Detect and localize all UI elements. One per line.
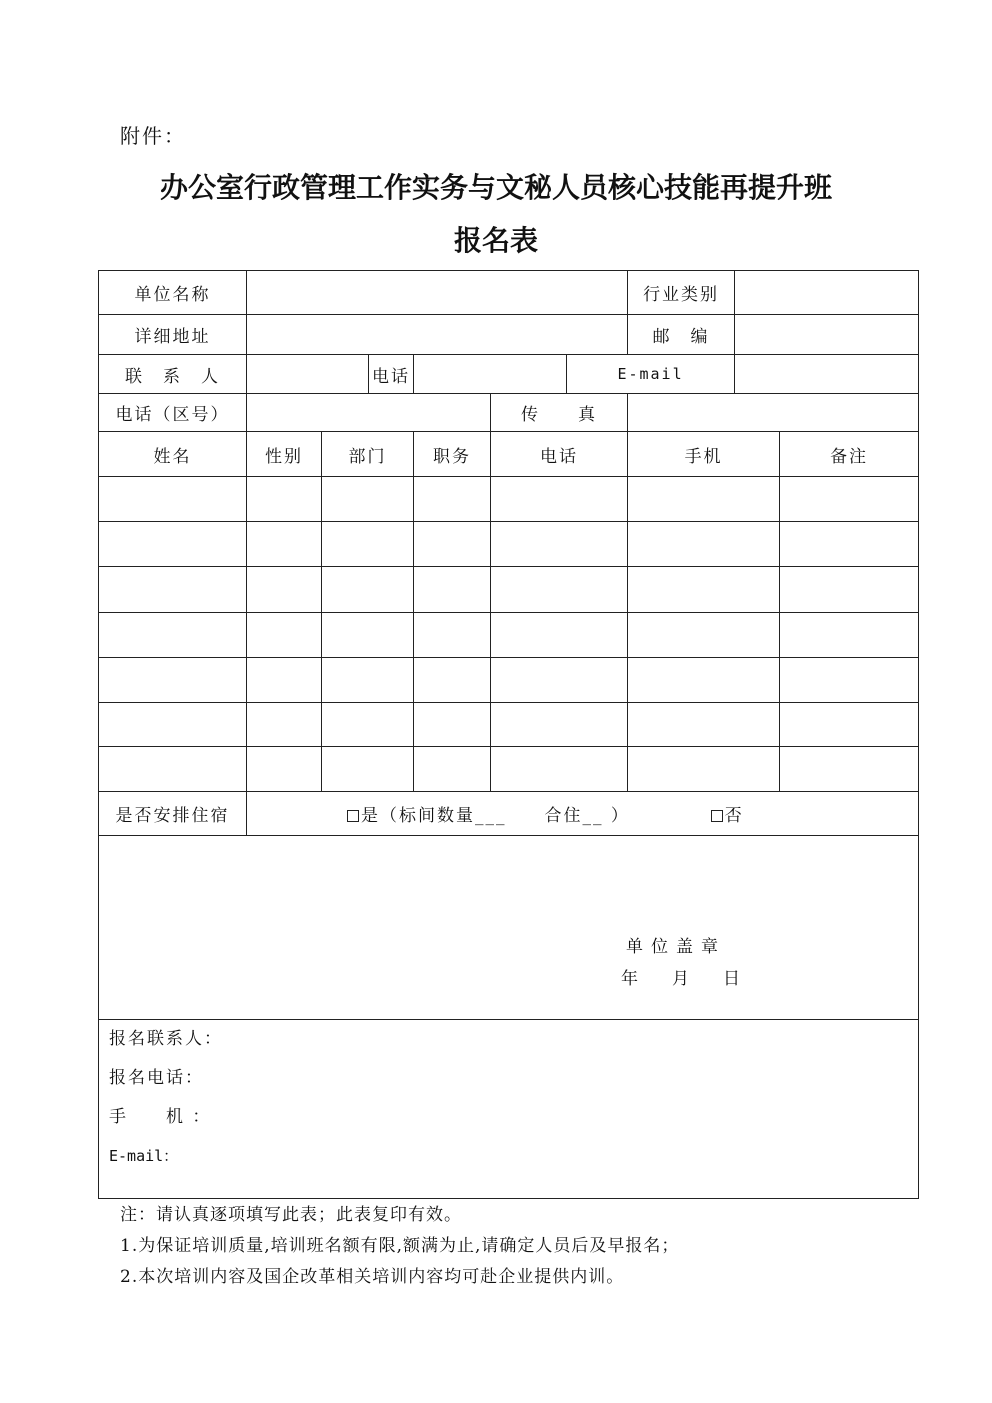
- participant-cell[interactable]: [99, 522, 247, 567]
- unit-stamp-label: 单位盖章: [626, 937, 726, 957]
- participant-cell[interactable]: [322, 522, 414, 567]
- participant-cell[interactable]: [247, 703, 322, 747]
- col-name: 姓名: [99, 432, 247, 477]
- fax-field[interactable]: [628, 394, 919, 432]
- stamp-row: [99, 836, 919, 1020]
- area-phone-field[interactable]: [247, 394, 491, 432]
- lodging-label: 是否安排住宿: [99, 792, 247, 836]
- participant-row: [99, 747, 919, 792]
- form-title: 办公室行政管理工作实务与文秘人员核心技能再提升班: [159, 171, 832, 204]
- participant-row: [99, 703, 919, 747]
- participant-cell[interactable]: [628, 477, 780, 522]
- note-2: 2.本次培训内容及国企改革相关培训内容均可赴企业提供内训。: [120, 1267, 625, 1287]
- email-field[interactable]: [735, 355, 919, 394]
- participant-cell[interactable]: [491, 477, 628, 522]
- reg-email-label: E-mail：: [109, 1147, 179, 1165]
- col-position: 职务: [414, 432, 491, 477]
- industry-label: 行业类别: [628, 271, 735, 315]
- participant-cell[interactable]: [99, 703, 247, 747]
- address-field[interactable]: [247, 315, 628, 355]
- lodging-no-checkbox[interactable]: [711, 810, 723, 822]
- reg-contact-label: 报名联系人：: [109, 1029, 223, 1049]
- registration-form-table: [98, 270, 919, 1199]
- area-phone-label: 电话（区号）: [99, 394, 247, 432]
- col-gender: 性别: [247, 432, 322, 477]
- participant-cell[interactable]: [414, 703, 491, 747]
- col-phone: 电话: [491, 432, 628, 477]
- participant-cell[interactable]: [99, 477, 247, 522]
- lodging-yes-checkbox[interactable]: [347, 810, 359, 822]
- contact-row: [99, 355, 919, 394]
- participant-cell[interactable]: [414, 567, 491, 613]
- date-day: 日: [723, 969, 740, 989]
- notes: [120, 1200, 679, 1293]
- contact-field[interactable]: [247, 355, 369, 394]
- participant-cell[interactable]: [628, 613, 780, 658]
- participant-cell[interactable]: [322, 477, 414, 522]
- participant-cell[interactable]: [247, 658, 322, 703]
- participant-cell[interactable]: [247, 567, 322, 613]
- form-subtitle: 报名表: [453, 224, 538, 257]
- participant-cell[interactable]: [322, 658, 414, 703]
- participant-cell[interactable]: [780, 522, 919, 567]
- date-year: 年: [621, 969, 638, 989]
- participant-cell[interactable]: [628, 747, 780, 792]
- participant-cell[interactable]: [628, 567, 780, 613]
- participant-cell[interactable]: [322, 613, 414, 658]
- participant-cell[interactable]: [99, 567, 247, 613]
- participant-cell[interactable]: [322, 747, 414, 792]
- registration-contact-row: [99, 1020, 919, 1199]
- participant-cell[interactable]: [414, 613, 491, 658]
- email-label: E-mail: [567, 355, 735, 394]
- postcode-label: 邮 编: [628, 315, 735, 355]
- participant-cell[interactable]: [780, 747, 919, 792]
- reg-mobile-label: 手 机 ：: [109, 1107, 212, 1127]
- participant-cell[interactable]: [414, 522, 491, 567]
- participant-cell[interactable]: [780, 613, 919, 658]
- participant-cell[interactable]: [780, 477, 919, 522]
- participant-cell[interactable]: [99, 613, 247, 658]
- participant-cell[interactable]: [322, 703, 414, 747]
- address-label: 详细地址: [99, 315, 247, 355]
- note-1: 1.为保证培训质量,培训班名额有限,额满为止,请确定人员后及早报名；: [120, 1236, 680, 1256]
- participant-cell[interactable]: [491, 613, 628, 658]
- lodging-yes-label: 是（标间数量___ 合住__ ）: [361, 806, 630, 826]
- unit-name-field[interactable]: [247, 271, 628, 315]
- col-remarks: 备注: [780, 432, 919, 477]
- date-month: 月: [672, 969, 689, 989]
- col-department: 部门: [322, 432, 414, 477]
- contact-label: 联 系 人: [99, 355, 247, 394]
- participant-cell[interactable]: [780, 658, 919, 703]
- participant-cell[interactable]: [628, 658, 780, 703]
- fax-label: 传 真: [491, 394, 628, 432]
- participant-cell[interactable]: [322, 567, 414, 613]
- participant-cell[interactable]: [99, 747, 247, 792]
- participant-row: [99, 522, 919, 567]
- reg-phone-label: 报名电话：: [109, 1068, 204, 1088]
- participant-cell[interactable]: [491, 567, 628, 613]
- lodging-row: [99, 792, 919, 836]
- participant-cell[interactable]: [780, 703, 919, 747]
- participant-cell[interactable]: [414, 477, 491, 522]
- col-mobile: 手机: [628, 432, 780, 477]
- participant-cell[interactable]: [247, 477, 322, 522]
- registration-contact-area: [99, 1020, 919, 1199]
- participant-row: [99, 567, 919, 613]
- participant-row: [99, 658, 919, 703]
- postcode-field[interactable]: [735, 315, 919, 355]
- participant-cell[interactable]: [628, 522, 780, 567]
- unit-name-label: 单位名称: [99, 271, 247, 315]
- participant-cell[interactable]: [780, 567, 919, 613]
- participant-cell[interactable]: [99, 658, 247, 703]
- participant-row: [99, 477, 919, 522]
- address-row: [99, 315, 919, 355]
- industry-field[interactable]: [735, 271, 919, 315]
- participant-cell[interactable]: [628, 703, 780, 747]
- phone-field[interactable]: [414, 355, 567, 394]
- participant-cell[interactable]: [491, 658, 628, 703]
- note-main: 注：请认真逐项填写此表；此表复印有效。: [120, 1205, 462, 1225]
- area-phone-row: [99, 394, 919, 432]
- participant-cell[interactable]: [247, 613, 322, 658]
- attachment-label: 附件：: [120, 124, 186, 148]
- lodging-options: [247, 792, 919, 836]
- participant-cell[interactable]: [247, 522, 322, 567]
- participant-cell[interactable]: [414, 658, 491, 703]
- stamp-area: [99, 836, 919, 1020]
- participant-cell[interactable]: [247, 747, 322, 792]
- lodging-no-label: 否: [724, 806, 744, 826]
- unit-name-row: [99, 271, 919, 315]
- stamp-date: [621, 964, 740, 989]
- participant-row: [99, 613, 919, 658]
- participant-cell[interactable]: [491, 747, 628, 792]
- participant-cell[interactable]: [414, 747, 491, 792]
- phone-label: 电话: [369, 355, 414, 394]
- participant-cell[interactable]: [491, 703, 628, 747]
- participants-header-row: [99, 432, 919, 477]
- participant-cell[interactable]: [491, 522, 628, 567]
